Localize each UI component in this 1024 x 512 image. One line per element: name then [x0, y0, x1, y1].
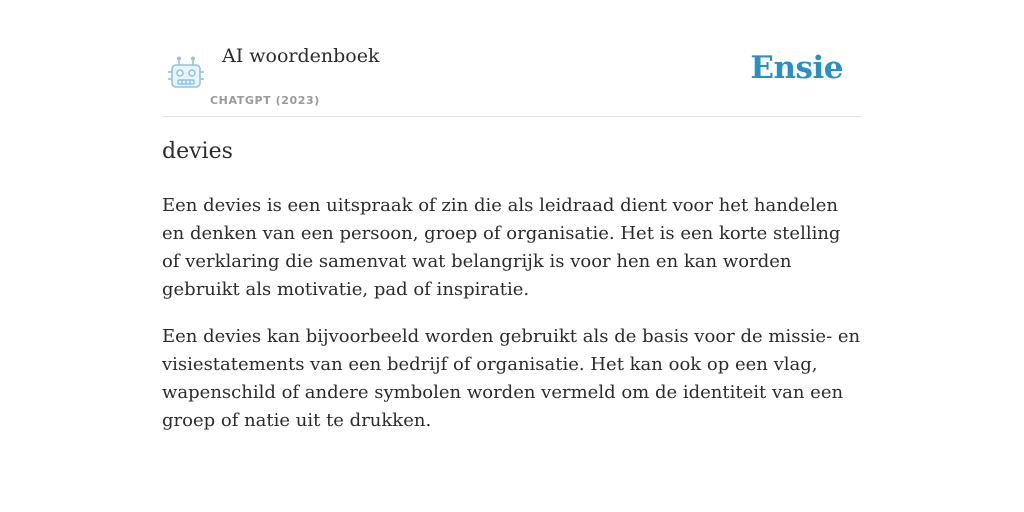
entry-definition [162, 192, 862, 454]
definition-paragraph: Een devies kan bijvoorbeeld worden gebruikt als de basis voor de missie- en visiestatements van een bedrijf of organisatie. Het kan ook op een vlag, wapenschild of andere symbolen worden vermeld om de identiteit van een groep of natie uit te drukken. [162, 326, 861, 431]
source-title[interactable]: AI woordenboek [222, 45, 380, 67]
definition-paragraph: Een devies is een uitspraak of zin die als leidraad dient voor het handelen en denken van een persoon, groep of organisatie. Het is een korte stelling of verklaring die samenvat wat belangrijk is voor hen en kan worden gebruikt als motivatie, pad of inspiratie. [162, 195, 841, 300]
source-meta: CHATGPT (2023) [210, 94, 320, 107]
page-header [162, 0, 862, 117]
entry-term: devies [162, 139, 233, 164]
robot-icon [166, 52, 206, 90]
brand-logo[interactable]: Ensie [750, 50, 843, 86]
